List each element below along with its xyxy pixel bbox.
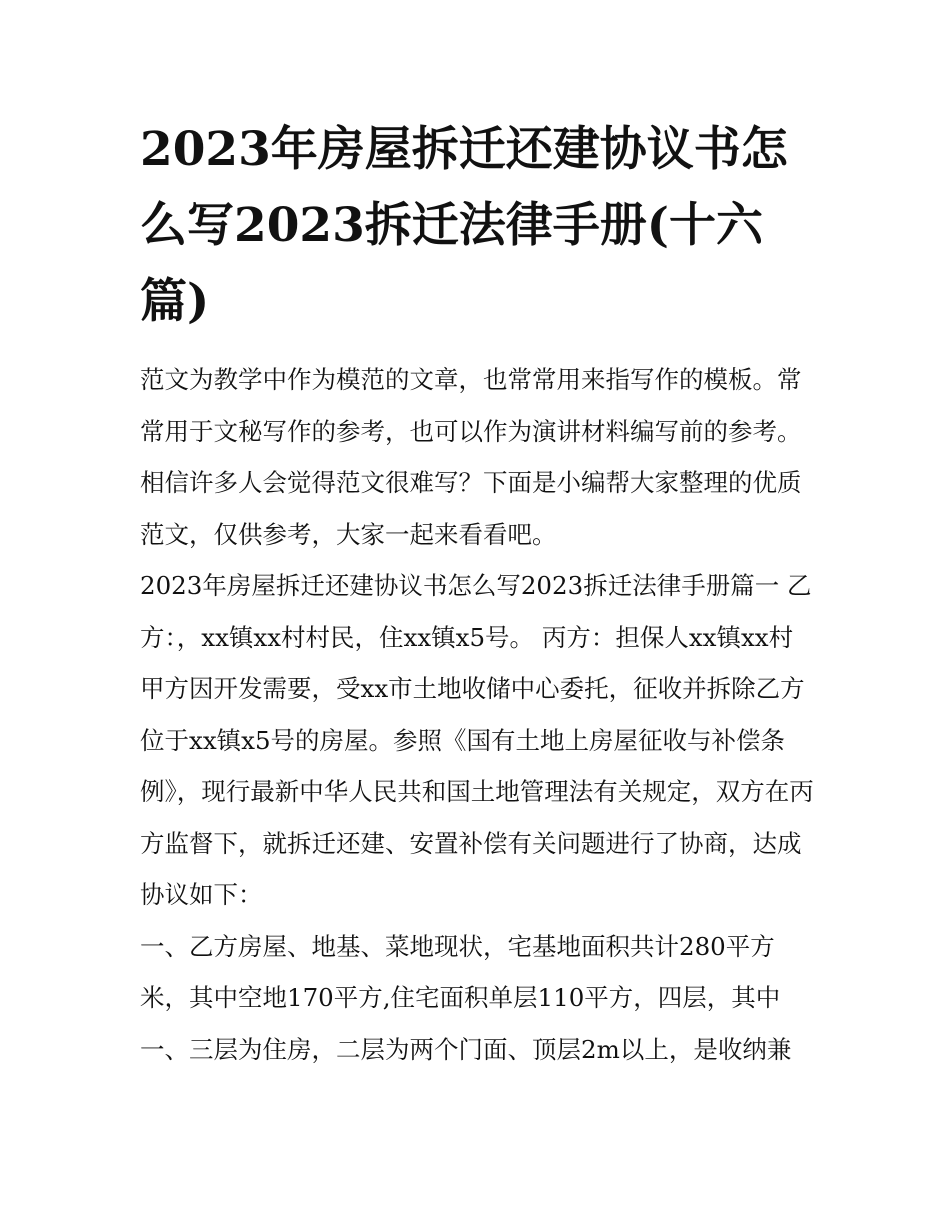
document-title: 2023年房屋拆迁还建协议书怎么写2023拆迁法律手册(十六篇)	[140, 122, 788, 329]
agreement-preamble-paragraph: 甲方因开发需要，受xx市土地收储中心委托，征收并拆除乙方位于xx镇x5号的房屋。参照《国有土地上房屋征收与补偿条例》，现行最新中华人民共和国土地管理法有关规定，双方在丙方监督下，就拆迁还建、安置补偿有关问题进行了协商，达成协议如下：	[140, 674, 814, 909]
section-heading-paragraph: 2023年房屋拆迁还建协议书怎么写2023拆迁法律手册篇一 乙方：，xx镇xx村村民，住xx镇x5号。 丙方：担保人xx镇xx村	[140, 571, 812, 652]
clause-one-paragraph: 一、乙方房屋、地基、菜地现状，宅基地面积共计280平方米，其中空地170平方,住宅面积单层110平方，四层，其中一、三层为住房，二层为两个门面、顶层2m以上，是收纳兼	[140, 931, 792, 1064]
document-page	[140, 112, 815, 1075]
intro-paragraph: 范文为教学中作为模范的文章，也常常用来指写作的模板。常常用于文秘写作的参考，也可以作为演讲材料编写前的参考。相信许多人会觉得范文很难写？下面是小编帮大家整理的优质范文，仅供参考，大家一起来看看吧。	[140, 365, 802, 549]
